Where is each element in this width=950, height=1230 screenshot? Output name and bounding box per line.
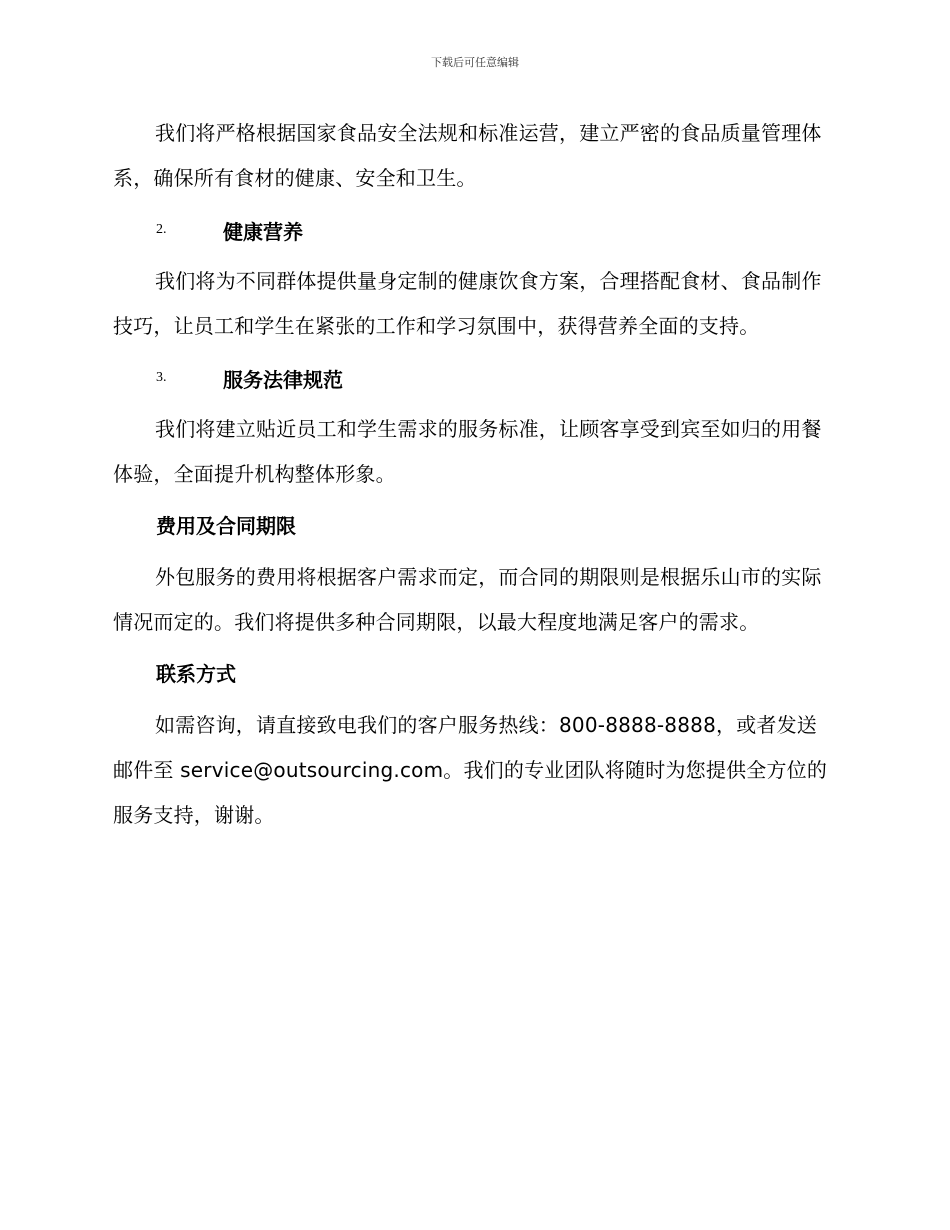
section-number: 2. [156, 222, 167, 237]
fees-paragraph: 外包服务的费用将根据客户需求而定，而合同的期限则是根据乐山市的实际情况而定的。我们将提供多种合同期限，以最大程度地满足客户的需求。 [113, 565, 822, 634]
intro-paragraph: 我们将严格根据国家食品安全法规和标准运营，建立严密的食品质量管理体系，确保所有食材的健康、安全和卫生。 [113, 121, 822, 190]
section-heading-service-standards [113, 361, 830, 395]
health-nutrition-paragraph: 我们将为不同群体提供量身定制的健康饮食方案，合理搭配食材、食品制作技巧，让员工和学生在紧张的工作和学习氛围中，获得营养全面的支持。 [113, 269, 822, 338]
section-heading-health-nutrition [113, 213, 830, 247]
contact-paragraph: 如需咨询，请直接致电我们的客户服务热线：800-8888-8888，或者发送邮件至 service@outsourcing.com。我们的专业团队将随时为您提供全方位的服务支持，谢谢。 [113, 713, 828, 827]
document-body [113, 111, 830, 850]
section-title: 健康营养 [223, 219, 303, 244]
section-number: 3. [156, 370, 167, 385]
service-standards-paragraph: 我们将建立贴近员工和学生需求的服务标准，让顾客享受到宾至如归的用餐体验，全面提升机构整体形象。 [113, 417, 822, 486]
section-heading-contact: 联系方式 [156, 662, 236, 686]
header-note: 下载后可任意编辑 [431, 56, 519, 69]
section-heading-fees: 费用及合同期限 [156, 514, 296, 538]
section-title: 服务法律规范 [223, 367, 343, 392]
